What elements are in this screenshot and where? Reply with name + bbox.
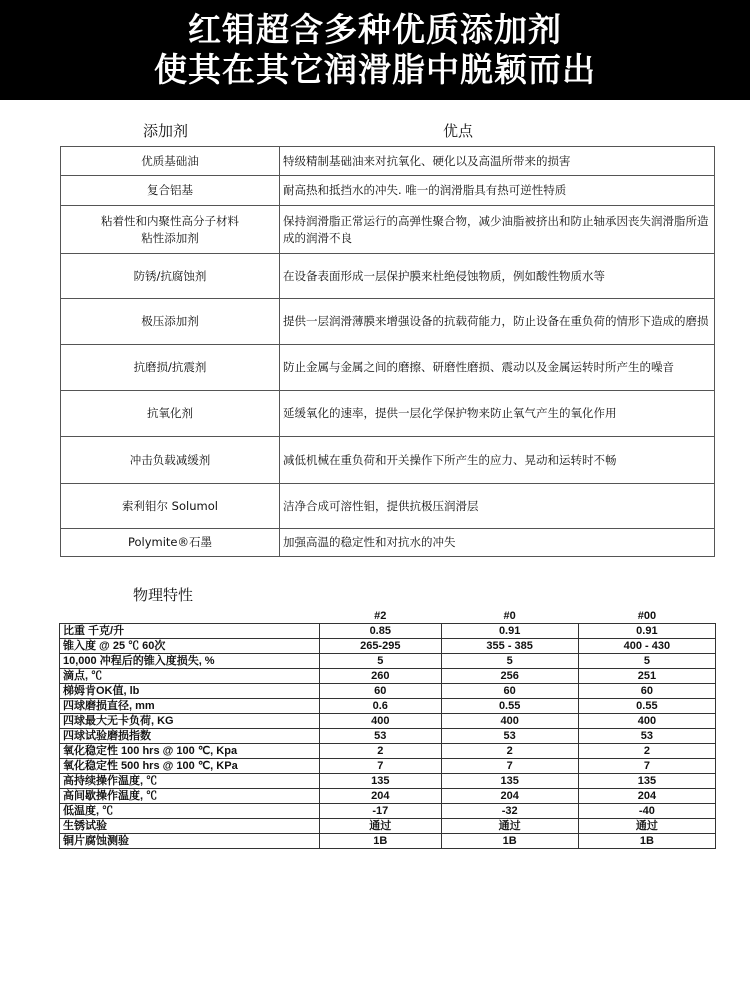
property-value: 2 bbox=[578, 744, 715, 759]
property-value: 260 bbox=[320, 669, 442, 684]
property-value: 135 bbox=[441, 774, 578, 789]
additive-name: 抗磨损/抗震剂 bbox=[61, 345, 280, 391]
grade-header-row bbox=[60, 609, 716, 624]
property-name: 氧化稳定性 500 hrs @ 100 ℃, KPa bbox=[60, 759, 320, 774]
property-name: 四球最大无卡负荷, KG bbox=[60, 714, 320, 729]
property-name: 滴点, ℃ bbox=[60, 669, 320, 684]
additive-benefit: 特级精制基础油来对抗氧化、硬化以及高温所带来的损害 bbox=[280, 147, 715, 176]
benefits-column-header: 优点 bbox=[443, 122, 474, 140]
banner-title-line-2: 使其在其它润滑脂中脱颖而出 bbox=[154, 50, 596, 89]
table-row bbox=[60, 699, 716, 714]
property-value: -17 bbox=[320, 804, 442, 819]
property-value: 400 bbox=[320, 714, 442, 729]
table-row bbox=[60, 714, 716, 729]
property-value: 5 bbox=[578, 654, 715, 669]
table-row bbox=[60, 774, 716, 789]
property-name: 四球磨损直径, mm bbox=[60, 699, 320, 714]
property-name: 锥入度 @ 25 ℃ 60次 bbox=[60, 639, 320, 654]
property-value: 0.85 bbox=[320, 624, 442, 639]
additive-name: 极压添加剂 bbox=[61, 299, 280, 345]
additive-benefit: 洁净合成可溶性钼，提供抗极压润滑层 bbox=[280, 484, 715, 529]
property-name: 生锈试验 bbox=[60, 819, 320, 834]
table-row bbox=[60, 789, 716, 804]
additive-name: 抗氧化剂 bbox=[61, 391, 280, 437]
property-name: 氧化稳定性 100 hrs @ 100 ℃, Kpa bbox=[60, 744, 320, 759]
property-value: 1B bbox=[578, 834, 715, 849]
table-row bbox=[60, 804, 716, 819]
table-row bbox=[61, 176, 715, 206]
additive-benefit: 耐高热和抵挡水的冲失. 唯一的润滑脂具有热可逆性特质 bbox=[280, 176, 715, 206]
additive-benefit: 防止金属与金属之间的磨擦、研磨性磨损、震动以及金属运转时所产生的噪音 bbox=[280, 345, 715, 391]
property-value: 7 bbox=[441, 759, 578, 774]
property-name: 高间歇操作温度, ℃ bbox=[60, 789, 320, 804]
property-value: 60 bbox=[441, 684, 578, 699]
property-name: 高持续操作温度, ℃ bbox=[60, 774, 320, 789]
table-row bbox=[61, 254, 715, 299]
property-value: 400 bbox=[578, 714, 715, 729]
additives-table bbox=[60, 146, 715, 557]
property-value: 135 bbox=[320, 774, 442, 789]
table-row bbox=[60, 834, 716, 849]
table-row bbox=[60, 669, 716, 684]
additive-name: 粘着性和内聚性高分子材料 粘性添加剂 bbox=[61, 206, 280, 254]
property-value: 通过 bbox=[578, 819, 715, 834]
physical-properties-table bbox=[59, 609, 716, 849]
property-value: 通过 bbox=[441, 819, 578, 834]
table-row bbox=[60, 759, 716, 774]
table-row bbox=[61, 299, 715, 345]
property-value: 2 bbox=[441, 744, 578, 759]
property-value: 60 bbox=[320, 684, 442, 699]
property-value: 7 bbox=[578, 759, 715, 774]
property-name: 低温度, ℃ bbox=[60, 804, 320, 819]
property-value: 1B bbox=[441, 834, 578, 849]
table-row bbox=[61, 345, 715, 391]
additive-benefit: 在设备表面形成一层保护膜来杜绝侵蚀物质，例如酸性物质水等 bbox=[280, 254, 715, 299]
property-value: 0.91 bbox=[578, 624, 715, 639]
property-value: 0.91 bbox=[441, 624, 578, 639]
table-row bbox=[61, 206, 715, 254]
property-value: 400 bbox=[441, 714, 578, 729]
table-row bbox=[61, 484, 715, 529]
property-value: -40 bbox=[578, 804, 715, 819]
property-value: 2 bbox=[320, 744, 442, 759]
property-name: 铜片腐蚀测验 bbox=[60, 834, 320, 849]
table-row bbox=[60, 684, 716, 699]
property-value: 53 bbox=[441, 729, 578, 744]
table-row bbox=[60, 654, 716, 669]
property-value: 60 bbox=[578, 684, 715, 699]
banner-title-line-1: 红钼超含多种优质添加剂 bbox=[188, 10, 562, 49]
property-name: 四球试验磨损指数 bbox=[60, 729, 320, 744]
table-row bbox=[61, 147, 715, 176]
property-value: 7 bbox=[320, 759, 442, 774]
property-value: 53 bbox=[578, 729, 715, 744]
property-value: 0.6 bbox=[320, 699, 442, 714]
table-row bbox=[61, 437, 715, 484]
additive-name: 复合铝基 bbox=[61, 176, 280, 206]
table-row bbox=[60, 624, 716, 639]
property-value: -32 bbox=[441, 804, 578, 819]
additive-name: 防锈/抗腐蚀剂 bbox=[61, 254, 280, 299]
property-value: 256 bbox=[441, 669, 578, 684]
physical-properties-title: 物理特性 bbox=[133, 586, 194, 604]
table-row bbox=[61, 391, 715, 437]
additive-benefit: 提供一层润滑薄膜来增强设备的抗载荷能力，防止设备在重负荷的情形下造成的磨损 bbox=[280, 299, 715, 345]
grade-label: #0 bbox=[441, 609, 578, 624]
table-row bbox=[60, 744, 716, 759]
additive-name: 优质基础油 bbox=[61, 147, 280, 176]
table-row bbox=[61, 529, 715, 557]
property-value: 135 bbox=[578, 774, 715, 789]
property-value: 5 bbox=[441, 654, 578, 669]
property-name: 梯姆肯OK值, lb bbox=[60, 684, 320, 699]
property-value: 通过 bbox=[320, 819, 442, 834]
additives-column-header: 添加剂 bbox=[143, 122, 189, 140]
additive-benefit: 减低机械在重负荷和开关操作下所产生的应力、晃动和运转时不畅 bbox=[280, 437, 715, 484]
title-banner bbox=[0, 0, 750, 100]
property-value: 5 bbox=[320, 654, 442, 669]
additive-benefit: 保持润滑脂正常运行的高弹性聚合物，减少油脂被挤出和防止轴承因丧失润滑脂所造成的润滑不良 bbox=[280, 206, 715, 254]
property-value: 0.55 bbox=[441, 699, 578, 714]
table-row bbox=[60, 729, 716, 744]
property-value: 355 - 385 bbox=[441, 639, 578, 654]
property-value: 0.55 bbox=[578, 699, 715, 714]
additive-name: 冲击负载减缓剂 bbox=[61, 437, 280, 484]
additive-name: 索利钼尔 Solumol bbox=[61, 484, 280, 529]
property-name: 10,000 冲程后的锥入度损失, % bbox=[60, 654, 320, 669]
property-value: 204 bbox=[320, 789, 442, 804]
property-name: 比重 千克/升 bbox=[60, 624, 320, 639]
additive-benefit: 加强高温的稳定性和对抗水的冲失 bbox=[280, 529, 715, 557]
property-value: 400 - 430 bbox=[578, 639, 715, 654]
grade-label: #00 bbox=[578, 609, 715, 624]
property-value: 1B bbox=[320, 834, 442, 849]
additive-benefit: 延缓氧化的速率，提供一层化学保护物来防止氧气产生的氧化作用 bbox=[280, 391, 715, 437]
property-value: 204 bbox=[578, 789, 715, 804]
property-value: 265-295 bbox=[320, 639, 442, 654]
property-value: 251 bbox=[578, 669, 715, 684]
table-row bbox=[60, 819, 716, 834]
property-value: 204 bbox=[441, 789, 578, 804]
grade-label: #2 bbox=[320, 609, 442, 624]
property-value: 53 bbox=[320, 729, 442, 744]
additive-name: Polymite®石墨 bbox=[61, 529, 280, 557]
table-row bbox=[60, 639, 716, 654]
